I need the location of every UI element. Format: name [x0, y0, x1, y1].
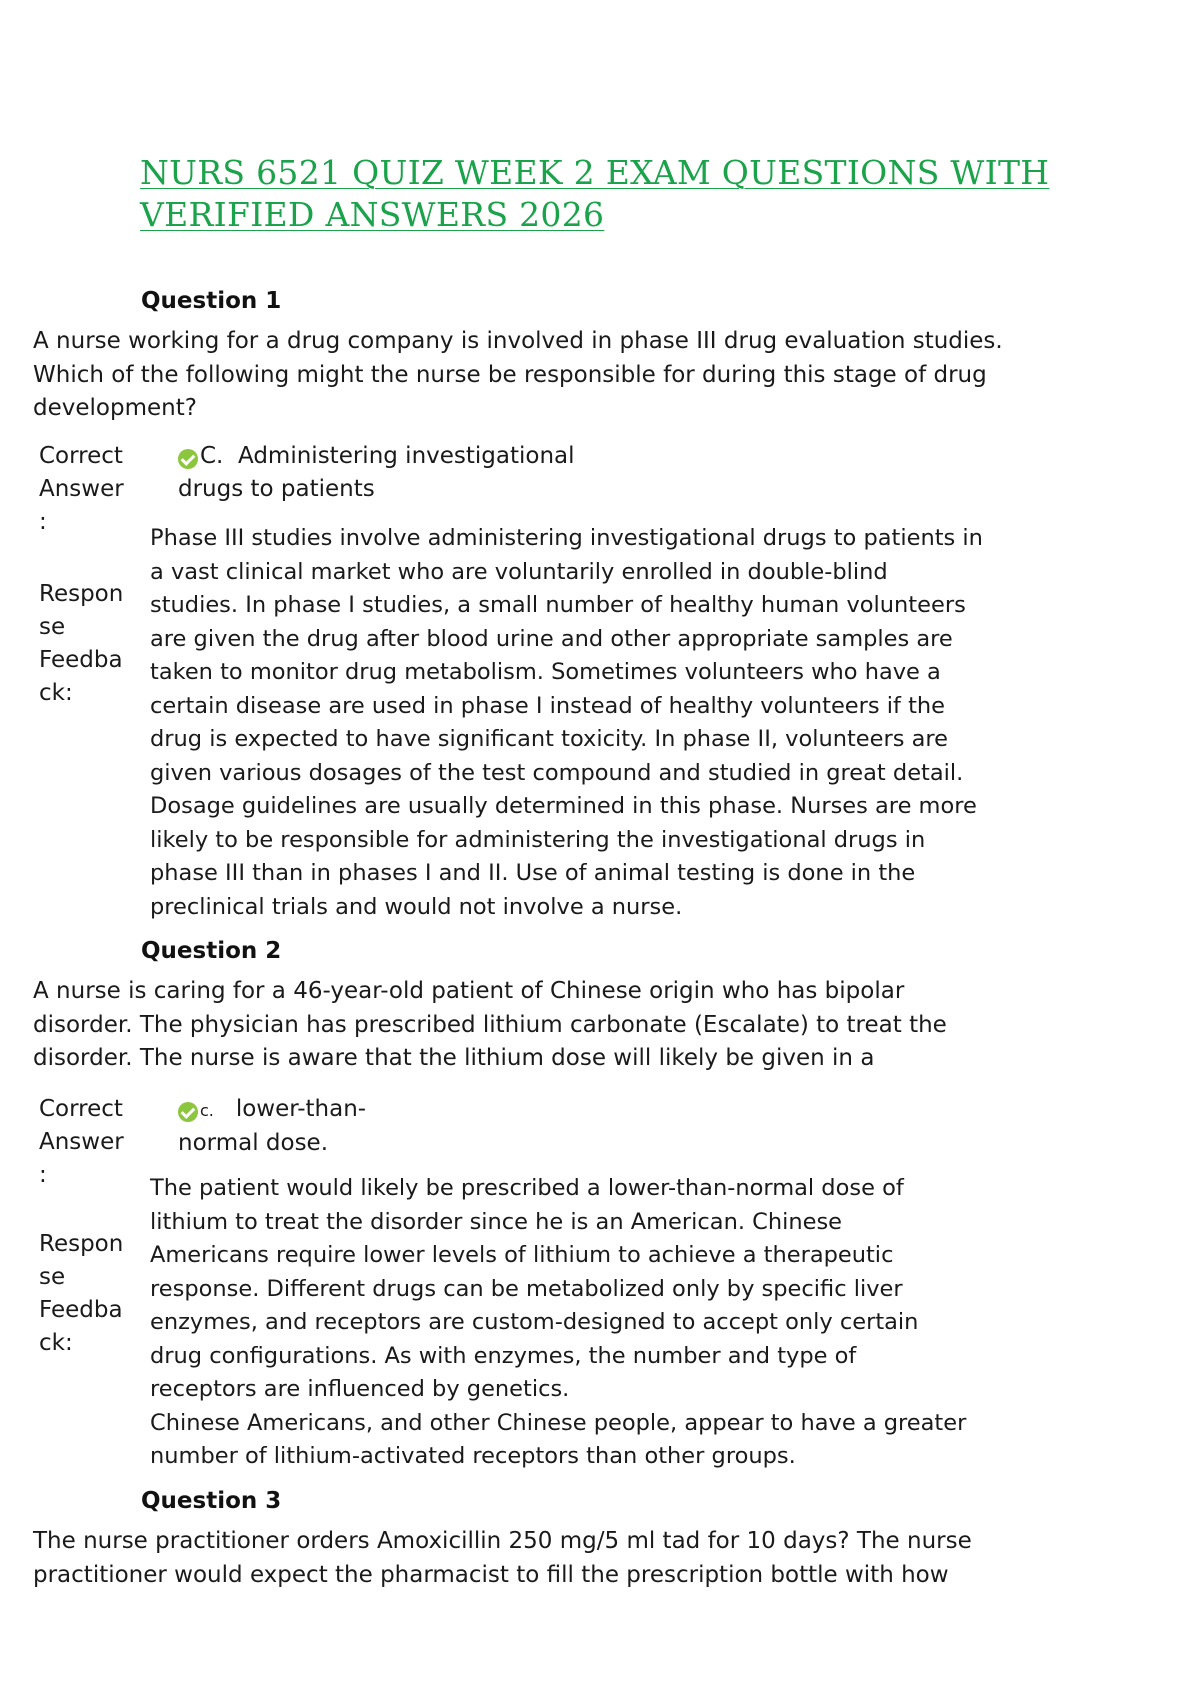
question-2-text	[33, 975, 1093, 1076]
title-line-2: VERIFIED ANSWERS 2026	[140, 195, 605, 234]
question-3-line: The nurse practitioner orders Amoxicillin 250 mg/5 ml tad for 10 days? The nurse	[33, 1528, 972, 1554]
answer-letter: C.	[200, 443, 224, 469]
question-2-line: disorder. The physician has prescribed lithium carbonate (Escalate) to treat the	[33, 1011, 947, 1038]
question-3-heading: Question 3	[141, 1488, 282, 1514]
label-line: Correct	[39, 1096, 123, 1122]
document-title	[140, 152, 1100, 236]
question-1-line: development?	[33, 395, 197, 421]
answer-text-line-1: Administering investigational	[238, 443, 575, 469]
feedback-line: The patient would likely be prescribed a lower-than-normal dose of	[150, 1175, 904, 1201]
label-line: Answer	[39, 476, 124, 502]
label-line: Respon	[39, 581, 124, 607]
feedback-line: receptors are influenced by genetics.	[150, 1376, 570, 1402]
feedback-line: given various dosages of the test compound and studied in great detail.	[150, 759, 964, 786]
label-line: Respon	[39, 1231, 124, 1257]
question-3-text	[33, 1525, 1093, 1592]
label-line: Answer	[39, 1129, 124, 1155]
label-line: ck:	[39, 680, 73, 706]
feedback-line: phase III than in phases I and II. Use of animal testing is done in the	[150, 860, 916, 886]
feedback-line: Chinese Americans, and other Chinese people, appear to have a greater	[150, 1409, 967, 1436]
question-2-line: A nurse is caring for a 46-year-old patient of Chinese origin who has bipolar	[33, 978, 905, 1004]
feedback-line: drug is expected to have significant toxicity. In phase II, volunteers are	[150, 726, 949, 752]
label-line: Feedba	[39, 1297, 123, 1323]
question-1-answer	[178, 440, 628, 506]
question-3-line: practitioner would expect the pharmacist to fill the prescription bottle with how	[33, 1561, 949, 1588]
feedback-line: a vast clinical market who are voluntarily enrolled in double-blind	[150, 558, 888, 585]
answer-text-line-2: normal dose.	[178, 1130, 329, 1156]
feedback-line: drug configurations. As with enzymes, the number and type of	[150, 1342, 857, 1369]
feedback-line: response. Different drugs can be metabolized only by specific liver	[150, 1275, 903, 1302]
feedback-line: lithium to treat the disorder since he is an American. Chinese	[150, 1208, 843, 1235]
feedback-line: studies. In phase I studies, a small number of healthy human volunteers	[150, 592, 966, 618]
check-icon	[178, 1102, 198, 1122]
feedback-line: enzymes, and receptors are custom-designed to accept only certain	[150, 1309, 919, 1335]
feedback-line: taken to monitor drug metabolism. Sometimes volunteers who have a	[150, 659, 941, 685]
question-2-line: disorder. The nurse is aware that the lithium dose will likely be given in a	[33, 1045, 875, 1071]
feedback-line: certain disease are used in phase I instead of healthy volunteers if the	[150, 692, 946, 719]
question-1-heading: Question 1	[141, 288, 282, 314]
response-feedback-label	[39, 1228, 123, 1360]
question-1-line: Which of the following might the nurse be responsible for during this stage of drug	[33, 361, 987, 388]
feedback-line: Americans require lower levels of lithium to achieve a therapeutic	[150, 1242, 894, 1268]
correct-answer-label	[39, 440, 124, 539]
question-1-line: A nurse working for a drug company is involved in phase III drug evaluation studies.	[33, 328, 1003, 354]
feedback-line: preclinical trials and would not involve a nurse.	[150, 893, 683, 920]
label-line: Correct	[39, 443, 123, 469]
correct-answer-label	[39, 1093, 124, 1192]
question-2-heading: Question 2	[141, 938, 282, 964]
feedback-line: are given the drug after blood urine and other appropriate samples are	[150, 625, 953, 652]
question-2-answer	[178, 1093, 628, 1160]
answer-text-line-2: drugs to patients	[178, 476, 375, 502]
question-2-feedback	[150, 1172, 1070, 1474]
feedback-line: Dosage guidelines are usually determined in this phase. Nurses are more	[150, 793, 977, 819]
label-line: se	[39, 1264, 66, 1290]
question-1-text	[33, 325, 1093, 426]
label-line: Feedba	[39, 647, 123, 673]
title-line-1: NURS 6521 QUIZ WEEK 2 EXAM QUESTIONS WITH	[140, 153, 1050, 192]
question-1-feedback	[150, 522, 1070, 924]
label-line: se	[39, 614, 66, 640]
label-line: ck:	[39, 1330, 73, 1356]
answer-letter: c.	[200, 1101, 214, 1120]
label-line: :	[39, 509, 47, 535]
feedback-line: Phase III studies involve administering investigational drugs to patients in	[150, 525, 983, 551]
response-feedback-label	[39, 578, 123, 710]
feedback-line: number of lithium-activated receptors than other groups.	[150, 1443, 796, 1469]
label-line: :	[39, 1162, 47, 1188]
answer-text-line-1: lower-than-	[235, 1096, 367, 1122]
feedback-line: likely to be responsible for administering the investigational drugs in	[150, 826, 926, 853]
check-icon	[178, 449, 198, 469]
